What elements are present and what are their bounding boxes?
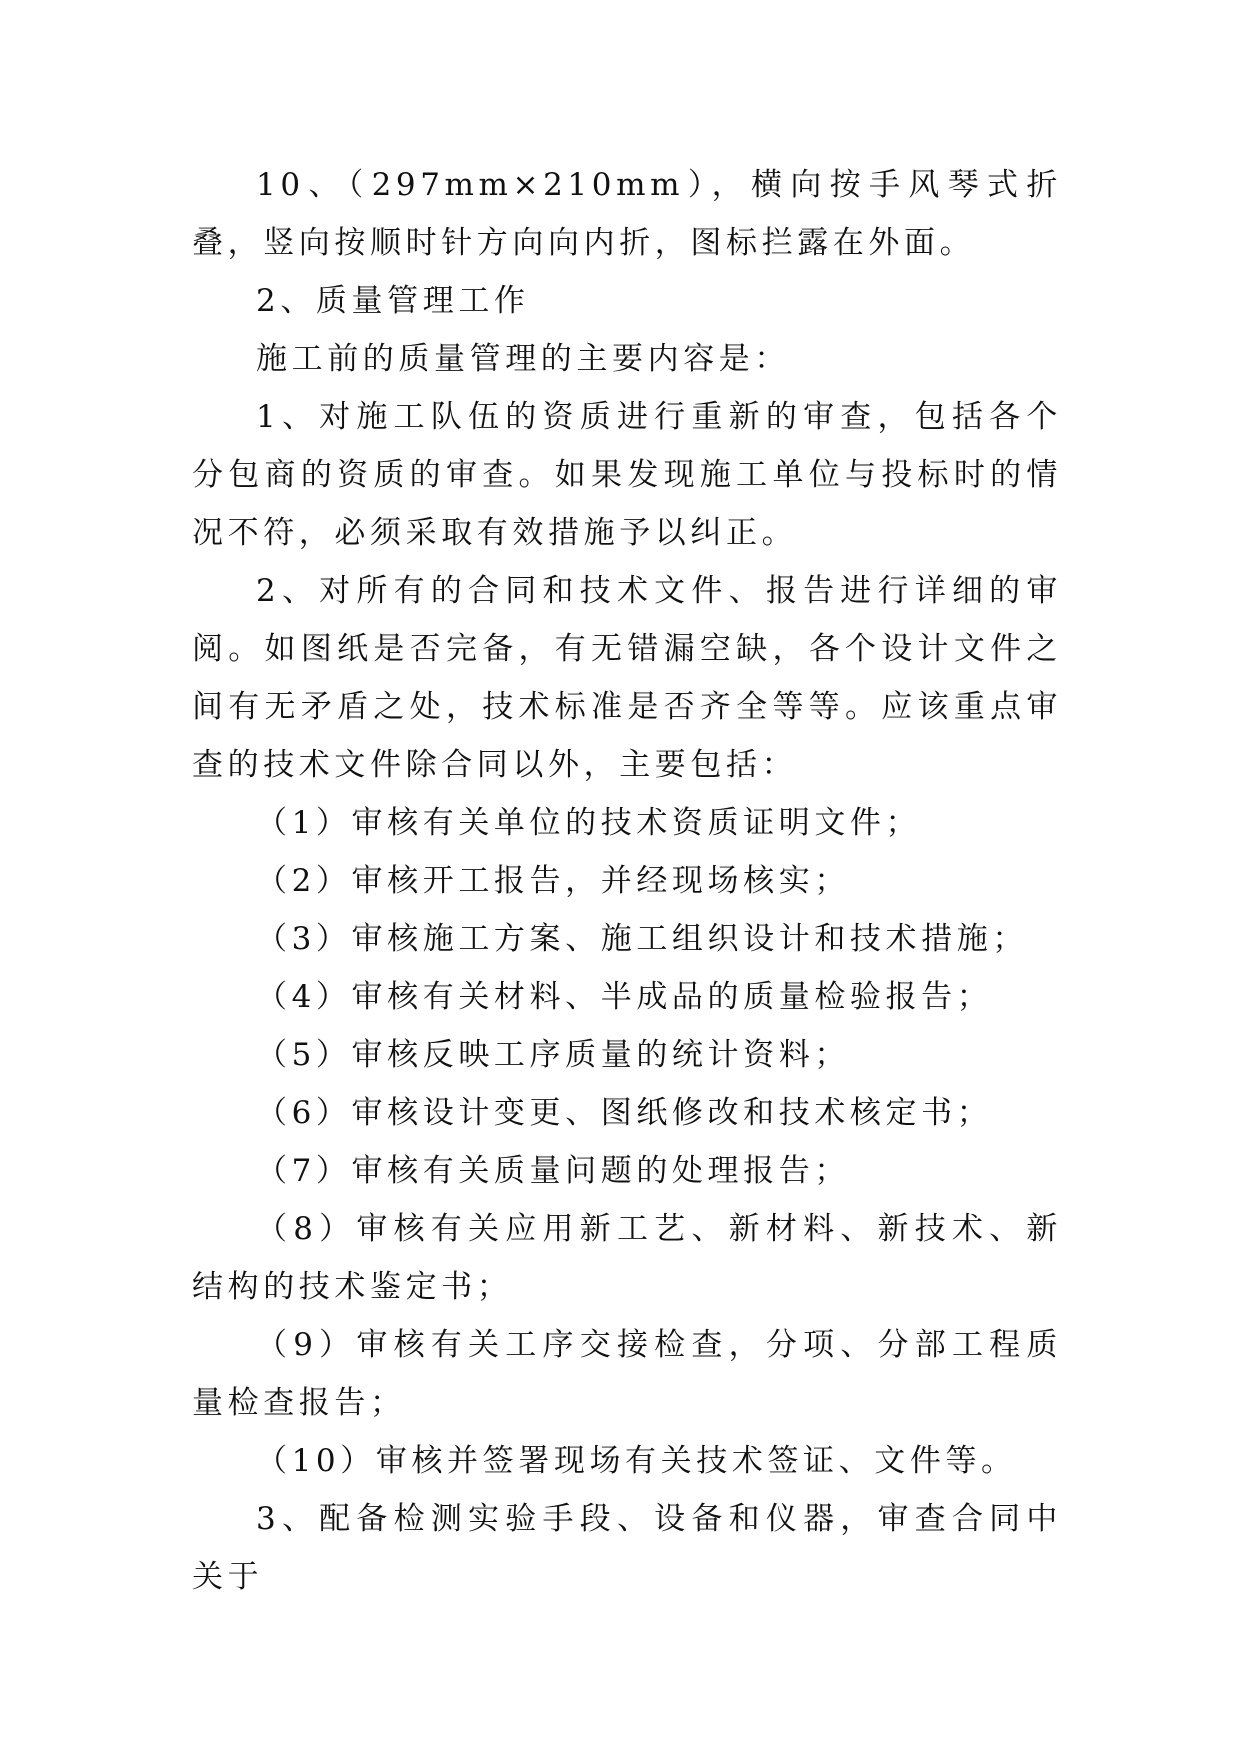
list-item: （1）审核有关单位的技术资质证明文件； [256,805,922,841]
section-heading-quality-management: 2、质量管理工作 [256,283,530,319]
paragraph-item-3: 3、配备检测实验手段、设备和仪器，审查合同中关于 [192,1501,1062,1595]
list-item: （4）审核有关材料、半成品的质量检验报告； [256,979,993,1015]
document-body [192,156,1062,1606]
list-item: （6）审核设计变更、图纸修改和技术核定书； [256,1095,993,1131]
list-item: （7）审核有关质量问题的处理报告； [256,1153,850,1189]
list-item: （3）审核施工方案、施工组织设计和技术措施； [256,921,1028,957]
paragraph-item-2: 2、对所有的合同和技术文件、报告进行详细的审阅。如图纸是否完备，有无错漏空缺，各个设计文件之间有无矛盾之处，技术标准是否齐全等等。应该重点审查的技术文件除合同以外，主要包括： [192,573,1062,783]
list-item: （8）审核有关应用新工艺、新材料、新技术、新结构的技术鉴定书； [192,1211,1062,1305]
list-item: （10）审核并签署现场有关技术签证、文件等。 [256,1443,1017,1479]
list-item: （9）审核有关工序交接检查，分项、分部工程质量检查报告； [192,1327,1062,1421]
list-item: （5）审核反映工序质量的统计资料； [256,1037,850,1073]
list-item: （2）审核开工报告，并经现场核实； [256,863,850,899]
paragraph-folding-note: 10、（297mm×210mm），横向按手风琴式折叠，竖向按顺时针方向向内折，图标拦露在外面。 [192,167,1062,261]
paragraph-item-1: 1、对施工队伍的资质进行重新的审查，包括各个分包商的资质的审查。如果发现施工单位与投标时的情况不符，必须采取有效措施予以纠正。 [192,399,1062,551]
paragraph-intro: 施工前的质量管理的主要内容是： [256,341,790,377]
